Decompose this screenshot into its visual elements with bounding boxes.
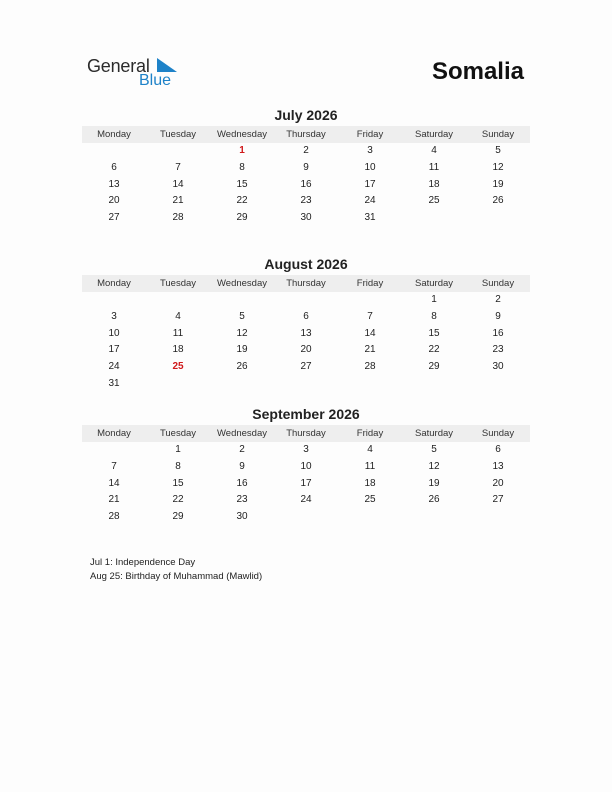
empty-day-cell (274, 292, 338, 309)
day-cell: 8 (175, 460, 181, 472)
empty-day-cell (274, 509, 338, 526)
week-row (82, 492, 530, 509)
day-cell: 4 (175, 310, 181, 322)
day-cell: 7 (111, 460, 117, 472)
day-cell: 22 (428, 344, 440, 356)
empty-day-cell (402, 509, 466, 526)
day-cell: 25 (364, 494, 376, 506)
weekday-label: Friday (356, 278, 384, 289)
day-cell: 10 (364, 161, 376, 173)
day-cell: 20 (492, 477, 504, 489)
day-cell: 3 (111, 310, 117, 322)
week-row (82, 476, 530, 493)
day-cell: 2 (303, 145, 309, 156)
weekday-label: Sunday (481, 129, 515, 140)
week-row (82, 359, 530, 376)
weekday-label: Sunday (481, 278, 515, 289)
day-cell: 17 (300, 477, 312, 489)
empty-day-cell (338, 292, 402, 309)
day-cell: 19 (492, 178, 504, 190)
logo-triangle-icon (157, 58, 177, 72)
week-row (82, 193, 530, 210)
weekday-label: Monday (97, 428, 131, 439)
empty-day-cell (466, 210, 530, 227)
day-cell: 6 (111, 161, 117, 173)
day-cell: 13 (492, 460, 504, 472)
month-title: July 2026 (274, 107, 338, 123)
weekday-label: Saturday (414, 278, 454, 289)
weekday-label: Thursday (286, 278, 326, 289)
weekday-header-row (82, 425, 530, 442)
weekday-header-row (82, 275, 530, 292)
day-cell: 15 (172, 477, 184, 489)
month-calendar-july (82, 106, 530, 227)
empty-day-cell (466, 509, 530, 526)
day-cell: 7 (367, 310, 373, 322)
day-cell: 2 (239, 444, 245, 455)
weekday-label: Monday (97, 278, 131, 289)
day-cell: 24 (300, 494, 312, 506)
day-cell: 22 (236, 195, 248, 207)
week-row (82, 509, 530, 526)
week-row (82, 210, 530, 227)
day-cell: 10 (300, 460, 312, 472)
weekday-label: Tuesday (159, 278, 197, 289)
weekday-label: Thursday (286, 129, 326, 140)
day-cell: 14 (364, 327, 376, 339)
day-cell: 20 (300, 344, 312, 356)
day-cell: 28 (172, 212, 184, 224)
holiday-day-cell: 1 (239, 145, 245, 156)
logo (87, 56, 187, 92)
day-cell: 13 (108, 178, 120, 190)
day-cell: 28 (108, 511, 120, 523)
day-cell: 4 (431, 145, 437, 156)
holiday-day-cell: 25 (172, 361, 184, 373)
day-cell: 9 (495, 310, 501, 322)
month-calendar-september (82, 405, 530, 526)
month-title: September 2026 (252, 406, 360, 422)
empty-day-cell (338, 509, 402, 526)
holiday-note: Jul 1: Independence Day (90, 557, 196, 568)
day-cell: 27 (492, 494, 504, 506)
day-cell: 23 (236, 494, 248, 506)
weekday-label: Monday (97, 129, 131, 140)
day-cell: 18 (364, 477, 376, 489)
day-cell: 23 (300, 195, 312, 207)
day-cell: 24 (364, 195, 376, 207)
day-cell: 28 (364, 361, 376, 373)
week-row (82, 326, 530, 343)
week-row (82, 342, 530, 359)
day-cell: 30 (300, 212, 312, 224)
day-cell: 18 (428, 178, 440, 190)
weekday-label: Tuesday (159, 428, 197, 439)
day-cell: 8 (239, 161, 245, 173)
day-cell: 17 (364, 178, 376, 190)
day-cell: 8 (431, 310, 437, 322)
empty-day-cell (466, 376, 530, 393)
day-cell: 30 (236, 511, 248, 523)
day-cell: 29 (236, 212, 248, 224)
day-cell: 1 (431, 294, 437, 305)
month-title: August 2026 (264, 256, 348, 272)
day-cell: 18 (172, 344, 184, 356)
day-cell: 12 (428, 460, 440, 472)
day-cell: 26 (236, 361, 248, 373)
day-cell: 20 (108, 195, 120, 207)
day-cell: 29 (172, 511, 184, 523)
empty-day-cell (82, 442, 146, 459)
logo-blue-text: Blue (139, 72, 172, 89)
country-title: Somalia (431, 58, 524, 85)
day-cell: 9 (303, 161, 309, 173)
weekday-label: Friday (356, 428, 384, 439)
day-cell: 27 (108, 212, 120, 224)
day-cell: 5 (239, 310, 245, 322)
day-cell: 31 (108, 377, 120, 389)
holiday-note: Aug 25: Birthday of Muhammad (Mawlid) (90, 571, 263, 582)
day-cell: 15 (428, 327, 440, 339)
week-row (82, 177, 530, 194)
day-cell: 5 (495, 145, 501, 156)
day-cell: 19 (428, 477, 440, 489)
empty-day-cell (146, 292, 210, 309)
weekday-label: Saturday (414, 428, 454, 439)
empty-day-cell (146, 376, 210, 393)
day-cell: 3 (367, 145, 373, 156)
day-cell: 31 (364, 212, 376, 224)
week-row (82, 376, 530, 393)
day-cell: 21 (364, 344, 376, 356)
week-row (82, 143, 530, 160)
day-cell: 11 (364, 460, 376, 472)
day-cell: 30 (492, 361, 504, 373)
empty-day-cell (82, 143, 146, 160)
empty-day-cell (210, 376, 274, 393)
day-cell: 12 (236, 327, 248, 339)
day-cell: 14 (172, 178, 184, 190)
day-cell: 17 (108, 344, 120, 356)
day-cell: 22 (172, 494, 184, 506)
day-cell: 16 (236, 477, 248, 489)
day-cell: 1 (175, 444, 181, 455)
day-cell: 5 (431, 444, 437, 455)
day-cell: 11 (172, 327, 184, 339)
weekday-header-row (82, 126, 530, 143)
day-cell: 9 (239, 460, 245, 472)
empty-day-cell (210, 292, 274, 309)
empty-day-cell (338, 376, 402, 393)
logo-general-text: General (87, 56, 150, 76)
day-cell: 26 (428, 494, 440, 506)
day-cell: 13 (300, 327, 312, 339)
day-cell: 6 (495, 444, 501, 455)
weekday-label: Wednesday (217, 129, 267, 140)
weekday-label: Thursday (286, 428, 326, 439)
weekday-label: Friday (356, 129, 384, 140)
weekday-label: Sunday (481, 428, 515, 439)
empty-day-cell (274, 376, 338, 393)
week-row (82, 309, 530, 326)
day-cell: 16 (492, 327, 504, 339)
month-calendar-august (82, 255, 530, 393)
day-cell: 19 (236, 344, 248, 356)
day-cell: 12 (492, 161, 504, 173)
day-cell: 25 (428, 195, 440, 207)
day-cell: 7 (175, 161, 181, 173)
day-cell: 16 (300, 178, 312, 190)
weekday-label: Wednesday (217, 428, 267, 439)
week-row (82, 160, 530, 177)
empty-day-cell (402, 376, 466, 393)
day-cell: 14 (108, 477, 120, 489)
empty-day-cell (402, 210, 466, 227)
day-cell: 26 (492, 195, 504, 207)
day-cell: 6 (303, 310, 309, 322)
empty-day-cell (82, 292, 146, 309)
day-cell: 24 (108, 361, 120, 373)
week-row (82, 459, 530, 476)
day-cell: 21 (172, 195, 184, 207)
day-cell: 2 (495, 294, 501, 305)
day-cell: 3 (303, 444, 309, 455)
week-row (82, 442, 530, 459)
day-cell: 11 (428, 161, 440, 173)
weekday-label: Saturday (414, 129, 454, 140)
empty-day-cell (146, 143, 210, 160)
day-cell: 4 (367, 444, 373, 455)
weekday-label: Wednesday (217, 278, 267, 289)
day-cell: 23 (492, 344, 504, 356)
day-cell: 15 (236, 178, 248, 190)
day-cell: 10 (108, 327, 120, 339)
holiday-notes (90, 556, 262, 584)
weekday-label: Tuesday (159, 129, 197, 140)
day-cell: 29 (428, 361, 440, 373)
day-cell: 21 (108, 494, 120, 506)
week-row (82, 292, 530, 309)
day-cell: 27 (300, 361, 312, 373)
